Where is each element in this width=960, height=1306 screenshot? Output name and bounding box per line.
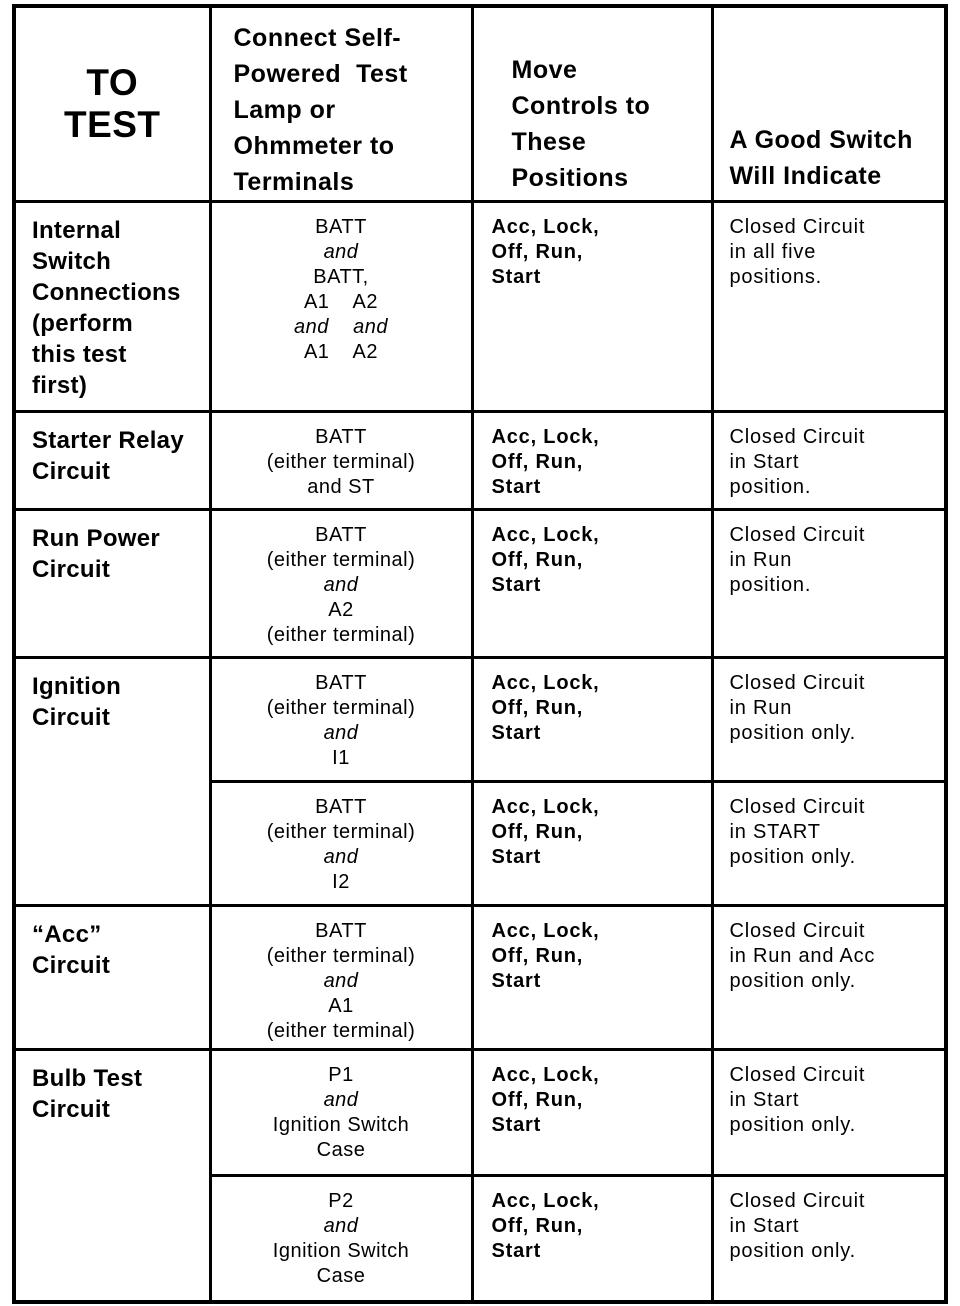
- terminal-line: BATT: [315, 920, 367, 942]
- header-to-test-line: TO: [86, 62, 139, 103]
- position-line: Off, Run,: [491, 945, 584, 967]
- indication-line: in Start: [729, 451, 800, 473]
- table-row: [14, 906, 946, 1050]
- test-name-line: Switch: [32, 248, 112, 275]
- terminals-cell: [210, 782, 472, 906]
- header-connect-line: Powered Test: [233, 60, 408, 88]
- header-move-line: These: [511, 128, 587, 156]
- indication-line: Closed Circuit: [729, 920, 866, 942]
- header-good-line: Will Indicate: [729, 162, 882, 190]
- indication-line: position.: [729, 574, 812, 596]
- header-move-line: Controls to: [511, 92, 651, 120]
- position-line: Start: [491, 574, 542, 596]
- test-name-cell: [14, 202, 210, 412]
- terminal-line: Ignition Switch: [272, 1240, 410, 1262]
- terminal-line: and: [323, 241, 359, 263]
- test-name-cell: [14, 1050, 210, 1302]
- switch-test-table: [12, 4, 948, 1304]
- position-line: Off, Run,: [491, 821, 584, 843]
- position-line: Start: [491, 476, 542, 498]
- terminal-line: A1 A2: [303, 341, 379, 363]
- position-line: Acc, Lock,: [491, 796, 600, 818]
- indication-cell: [712, 1176, 946, 1302]
- terminal-line: P1: [328, 1064, 354, 1086]
- position-line: Acc, Lock,: [491, 920, 600, 942]
- terminals-cell: [210, 658, 472, 782]
- position-line: Off, Run,: [491, 1215, 584, 1237]
- terminal-line: and: [323, 846, 359, 868]
- terminal-line: I1: [332, 747, 350, 769]
- header-good-switch: [712, 6, 946, 202]
- positions-cell: [472, 658, 712, 782]
- header-connect: [210, 6, 472, 202]
- test-name-line: this test: [32, 341, 127, 368]
- header-move: [472, 6, 712, 202]
- indication-cell: [712, 412, 946, 510]
- indication-line: Closed Circuit: [729, 1190, 866, 1212]
- indication-cell: [712, 658, 946, 782]
- indication-line: in Start: [729, 1089, 800, 1111]
- test-name-line: “Acc”: [32, 921, 102, 948]
- header-connect-line: Connect Self-: [233, 24, 402, 52]
- terminals-cell: [210, 1050, 472, 1176]
- terminal-line: and: [323, 1215, 359, 1237]
- terminals-cell: [210, 1176, 472, 1302]
- header-connect-line: Ohmmeter to: [233, 132, 395, 160]
- positions-cell: [472, 782, 712, 906]
- position-line: Off, Run,: [491, 241, 584, 263]
- table-row: [14, 658, 946, 782]
- indication-line: in Start: [729, 1215, 800, 1237]
- positions-cell: [472, 412, 712, 510]
- terminal-line: (either terminal): [266, 697, 416, 719]
- position-line: Off, Run,: [491, 697, 584, 719]
- indication-line: Closed Circuit: [729, 1064, 866, 1086]
- test-name-cell: [14, 658, 210, 906]
- terminal-line: BATT: [315, 796, 367, 818]
- indication-line: in Run: [729, 549, 793, 571]
- indication-line: Closed Circuit: [729, 216, 866, 238]
- test-name-line: Run Power: [32, 525, 161, 552]
- positions-cell: [472, 202, 712, 412]
- test-name-line: Circuit: [32, 952, 111, 979]
- switch-test-table-sheet: [12, 4, 944, 1300]
- test-name-line: Bulb Test: [32, 1065, 143, 1092]
- terminal-line: and: [323, 1089, 359, 1111]
- terminal-line: (either terminal): [266, 549, 416, 571]
- header-move-line: Move: [511, 56, 578, 84]
- position-line: Start: [491, 722, 542, 744]
- terminals-cell: [210, 510, 472, 658]
- positions-cell: [472, 510, 712, 658]
- indication-line: positions.: [729, 266, 822, 288]
- terminal-line: (either terminal): [266, 945, 416, 967]
- positions-cell: [472, 1050, 712, 1176]
- indication-line: position only.: [729, 846, 856, 868]
- test-name-line: (perform: [32, 310, 134, 337]
- position-line: Off, Run,: [491, 451, 584, 473]
- header-connect-line: Lamp or: [233, 96, 336, 124]
- test-name-line: Circuit: [32, 458, 111, 485]
- terminal-line: P2: [328, 1190, 354, 1212]
- table-row: [14, 202, 946, 412]
- indication-line: position only.: [729, 722, 856, 744]
- terminal-line: I2: [332, 871, 350, 893]
- positions-cell: [472, 1176, 712, 1302]
- terminals-cell: [210, 906, 472, 1050]
- test-name-line: Circuit: [32, 704, 111, 731]
- terminal-line: and ST: [307, 476, 375, 498]
- terminal-line: (either terminal): [266, 624, 416, 646]
- indication-cell: [712, 510, 946, 658]
- position-line: Acc, Lock,: [491, 1064, 600, 1086]
- header-connect-line: Terminals: [233, 168, 355, 196]
- terminal-line: (either terminal): [266, 1020, 416, 1042]
- indication-cell: [712, 782, 946, 906]
- position-line: Acc, Lock,: [491, 426, 600, 448]
- terminal-line: BATT,: [313, 266, 369, 288]
- header-move-line: Positions: [511, 164, 629, 192]
- position-line: Start: [491, 1240, 542, 1262]
- terminal-line: and: [323, 970, 359, 992]
- test-name-line: Circuit: [32, 556, 111, 583]
- indication-line: Closed Circuit: [729, 796, 866, 818]
- terminals-cell: [210, 412, 472, 510]
- terminal-line: Ignition Switch: [272, 1114, 410, 1136]
- indication-line: Closed Circuit: [729, 524, 866, 546]
- header-to-test: [14, 6, 210, 202]
- terminal-line: Case: [316, 1139, 366, 1161]
- table-body: [14, 202, 946, 1302]
- table-row: [14, 412, 946, 510]
- header-to-test-line: TEST: [63, 104, 161, 145]
- test-name-line: Ignition: [32, 673, 122, 700]
- indication-line: in Run: [729, 697, 793, 719]
- indication-cell: [712, 202, 946, 412]
- position-line: Off, Run,: [491, 1089, 584, 1111]
- test-name-cell: [14, 412, 210, 510]
- positions-cell: [472, 906, 712, 1050]
- position-line: Off, Run,: [491, 549, 584, 571]
- header-good-line: A Good Switch: [729, 126, 913, 154]
- indication-line: position only.: [729, 970, 856, 992]
- terminal-line: A1 A2: [303, 291, 379, 313]
- indication-line: in START: [729, 821, 821, 843]
- terminal-line: (either terminal): [266, 451, 416, 473]
- header-row: [14, 6, 946, 202]
- test-name-line: Internal: [32, 217, 122, 244]
- position-line: Acc, Lock,: [491, 672, 600, 694]
- indication-line: Closed Circuit: [729, 672, 866, 694]
- terminal-line: and: [323, 722, 359, 744]
- position-line: Start: [491, 266, 542, 288]
- terminals-cell: [210, 202, 472, 412]
- terminal-line: BATT: [315, 524, 367, 546]
- table-row: [14, 510, 946, 658]
- position-line: Start: [491, 846, 542, 868]
- position-line: Acc, Lock,: [491, 524, 600, 546]
- indication-cell: [712, 906, 946, 1050]
- test-name-cell: [14, 510, 210, 658]
- position-line: Acc, Lock,: [491, 1190, 600, 1212]
- terminal-line: Case: [316, 1265, 366, 1287]
- test-name-line: Connections: [32, 279, 181, 306]
- indication-cell: [712, 1050, 946, 1176]
- terminal-line: and and: [294, 316, 388, 338]
- test-name-line: Starter Relay: [32, 427, 184, 454]
- indication-line: position only.: [729, 1240, 856, 1262]
- table-row: [14, 1050, 946, 1176]
- test-name-cell: [14, 906, 210, 1050]
- terminal-line: (either terminal): [266, 821, 416, 843]
- position-line: Start: [491, 970, 542, 992]
- indication-line: position.: [729, 476, 812, 498]
- position-line: Start: [491, 1114, 542, 1136]
- terminal-line: and: [323, 574, 359, 596]
- position-line: Acc, Lock,: [491, 216, 600, 238]
- terminal-line: A1: [328, 995, 354, 1017]
- test-name-line: first): [32, 372, 88, 399]
- terminal-line: BATT: [315, 216, 367, 238]
- terminal-line: BATT: [315, 672, 367, 694]
- indication-line: in Run and Acc: [729, 945, 876, 967]
- indication-line: Closed Circuit: [729, 426, 866, 448]
- test-name-line: Circuit: [32, 1096, 111, 1123]
- indication-line: position only.: [729, 1114, 856, 1136]
- indication-line: in all five: [729, 241, 817, 263]
- terminal-line: BATT: [315, 426, 367, 448]
- terminal-line: A2: [328, 599, 354, 621]
